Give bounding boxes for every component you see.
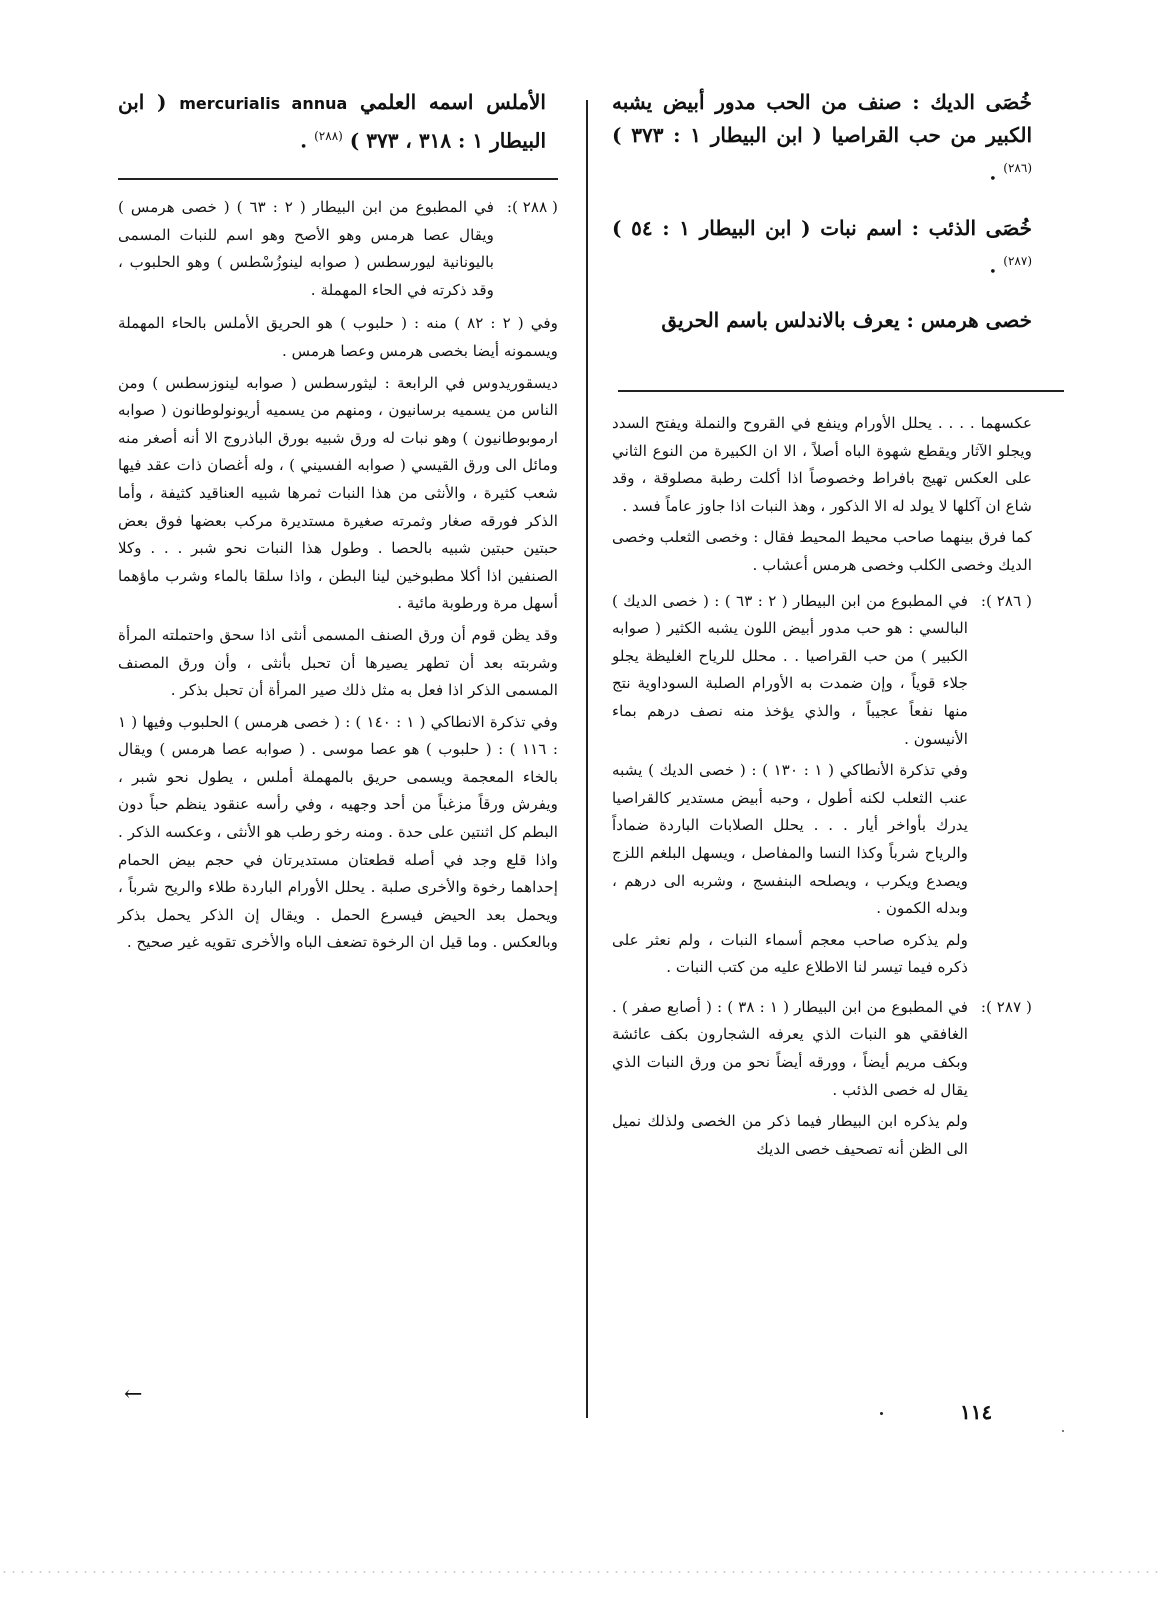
page-number: ١١٤ <box>960 1400 993 1424</box>
footnote-paragraph: وفي تذكرة الأنطاكي ( ١ : ١٣٠ ) : ( خصى الديك ) يشبه عنب الثعلب لكنه أطول ، وحبه أبيض مستدير كالقراصيا يدرك بأواخر أيار . . . يحلل الصلابات الباردة ضماداً والرياح شرباً وكذا النسا والمفاصل ، ويسهل البلغم اللزج ويصدع ويكرب ، ويصلحه البنفسج ، وشربه الى درهم ، وبدله الكمون . <box>612 761 968 918</box>
entry-khusa-al-dik: خُصَى الديك : صنف من الحب مدور أبيض يشبه الكبير من حب القراصيا ( ابن البيطار ١ : ٣٧٣ ) $^{(٢٨٦)}$ . <box>612 90 1033 185</box>
continue-arrow-icon: ← <box>124 1382 143 1407</box>
footnote-paragraph: في المطبوع من ابن البيطار ( ٢ : ٦٣ ) ( خصى هرمس ) ويقال عصا هرمس وهو الأصح وهو اسم للنبات المسمى باليونانية ليورسطس ( صوابه لينوزُسْطس ) وهو الحلبوب ، وقد ذكرته في الحاء المهملة . <box>118 198 494 299</box>
footnote-paragraph: في المطبوع من ابن البيطار ( ١ : ٣٨ ) : ( أصابع صفر ) . الغافقي هو النبات الذي يعرفه الشجارون بكف عائشة وبكف مريم أيضاً ، وورقه أيضاً نحو من ورق النبات الذي يقال له خصى الذئب . <box>612 997 968 1099</box>
scan-edge-noise <box>0 1568 1160 1576</box>
footnote-number: ( ٢٨٧ ): <box>980 997 1032 1016</box>
footnote-divider-right <box>618 390 1064 392</box>
footnote-paragraph: ولم يذكره صاحب معجم أسماء النبات ، ولم نعثر على ذكره فيما تيسر لنا الاطلاع عليه من كتب النبات . <box>612 930 968 977</box>
footnote-ref[interactable]: (٢٨٧) <box>1003 253 1032 268</box>
entry-khusa-al-dhib: خُصَى الذئب : اسم نبات ( ابن البيطار ١ : ٥٤ ) $^{(٢٨٧)}$ . <box>612 215 1033 278</box>
footnote-number: ( ٢٨٨ ): <box>506 198 558 216</box>
footnote-paragraph: ولم يذكره ابن البيطار فيما ذكر من الخصى ولذلك نميل الى الظن أنه تصحيف خصى الديك <box>612 1112 968 1158</box>
footnote-paragraph: وفي ( ٢ : ٨٢ ) منه : ( حلبوب ) هو الحريق الأملس بالحاء المهملة ويسمونه أيضا بخصى هرمس وعصا هرمس . <box>118 314 558 360</box>
footnote-288 <box>118 194 558 304</box>
footnote-continuation: كما فرق بينهما صاحب محيط المحيط فقال : وخصى الثعلب وخصى الديك وخصى الكلب وخصى هرمس أعشاب . <box>612 528 1032 574</box>
left-footnotes <box>118 194 558 961</box>
footnote-ref[interactable]: (٢٨٨) <box>314 129 343 143</box>
footnote-paragraph: وفي تذكرة الانطاكي ( ١ : ١٤٠ ) : ( خصى هرمس ) الحلبوب وفيها ( ١ : ١١٦ ) : ( حلبوب ) هو عصا موسى . ( صوابه عصا هرمس ) ويقال بالخاء المعجمة ويسمى حريق بالمهملة أملس ، يطول نحو شبر ، ويفرش ورقاً مزغباً من أحد وجهيه ، وفي رأسه عنقود ينظم حباً دون البطم كل اثنتين على حدة . ومنه رخو رطب هو الأنثى ، وعكسه الذكر . واذا قلع وجد في أصله قطعتان مستديرتان في حجم بيض الحمام إحداهما رخوة والأخرى صلبة . يحلل الأورام الباردة طلاء والريح شرباً ، ويحمل بعد الحيض فيسرع الحمل . ويقال إن الذكر يحمل بذكر وبالعكس . وما قيل ان الرخوة تضعف الباه والأخرى تقويه غير صحيح . <box>118 712 558 952</box>
footnote-number: ( ٢٨٦ ): <box>980 591 1032 610</box>
footnote-286 <box>612 588 1032 982</box>
footnote-ref[interactable]: (٢٨٦) <box>1003 161 1032 175</box>
decorative-dot <box>880 1412 883 1415</box>
entry-text: خُصَى الذئب : اسم نبات ( ابن البيطار ١ : ٥٤ ) <box>612 215 1033 240</box>
footnote-divider-left <box>118 178 558 180</box>
footnote-continuation: عكسهما . . . . يحلل الأورام وينفع في القروح والنملة ويفتح السدد ويجلو الآثار ويقطع شهوة الباه أصلاً ، الا ان الكبيرة من النوع الثاني على العكس تهيج بافراط وخصوصاً اذا أكلت رطبة مصلوقة ، وقد شاع ان آكلها لا يولد له الا الذكور ، وهذ النبات اذا جاوز عاماً فسد . <box>612 414 1032 515</box>
entry-continuation: الأملس اسمه العلمي mercurialis annua ( ابن البيطار ١ : ٣١٨ ، ٣٧٣ ) $^{(٢٨٨)}$ . <box>118 90 546 153</box>
column-divider <box>586 100 588 1418</box>
right-column <box>612 86 1032 359</box>
entry-khusa-hermes <box>612 304 1032 337</box>
footnote-paragraph: في المطبوع من ابن البيطار ( ٢ : ٦٣ ) : ( خصى الديك ) البالسي : هو حب مدور أبيض اللون يشبه الكثير ( صوابه الكبير ) من حب القراصيا . . محلل للرياح الغليظة يجلو جلاء قوياً ، وإن ضمدت به الأورام الصلبة السوداوية نتج منها نفعاً عجيباً ، والذي يؤخذ منه نصف درهم بماء الأنيسون . <box>612 591 968 748</box>
entry-text: خصى هرمس : يعرف بالاندلس باسم الحريق <box>661 308 1032 333</box>
right-footnotes <box>612 410 1032 1169</box>
footnote-287 <box>612 994 1032 1164</box>
entry-text: خُصَى الديك : صنف من الحب مدور أبيض يشبه الكبير من حب القراصيا ( ابن البيطار ١ : ٣٧٣ ) <box>612 90 1033 147</box>
decorative-dot <box>1062 1430 1064 1432</box>
footnote-paragraph: وقد يظن قوم أن ورق الصنف المسمى أنثى اذا سحق واحتملته المرأة وشربته بعد أن تطهر يصيرها أن تحبل بأنثى ، وأن ورق المصنف المسمى الذكر اذا فعل به مثل ذلك صير المرأة أن تحبل بذكر . <box>118 625 558 700</box>
latin-name: mercurialis annua <box>179 94 348 113</box>
footnote-paragraph: ديسقوريدوس في الرابعة : ليثورسطس ( صوابه لينوزسطس ) ومن الناس من يسميه برسانيون ، ومنهم من يسميه أريونولوطانون ( صوابه ارموبوطانيون ) وهو نبات له ورق شبيه بورق الباذروج الا أنه أصغر منه ومائل الى ورق القيسي ( صوابه الفسيني ) ، وله أغصان ذات عقد فيها شعب كثيرة ، والأنثى من هذا النبات ثمرها شبيه العناقيد كثيفة ، وأما الذكر فورقه صغار وثمرته صغيرة مستديرة مركب بعضها فوق بعض حبتين حبتين شبيه بالحصا . وطول هذا النبات نحو شبر . . . وكلا الصنفين اذا أكلا مطبوخين لينا البطن ، واذا سلقا بالماء وشرب ماؤهما أسهل مرة ورطوبة مائية . <box>118 373 558 613</box>
left-column <box>118 86 546 180</box>
